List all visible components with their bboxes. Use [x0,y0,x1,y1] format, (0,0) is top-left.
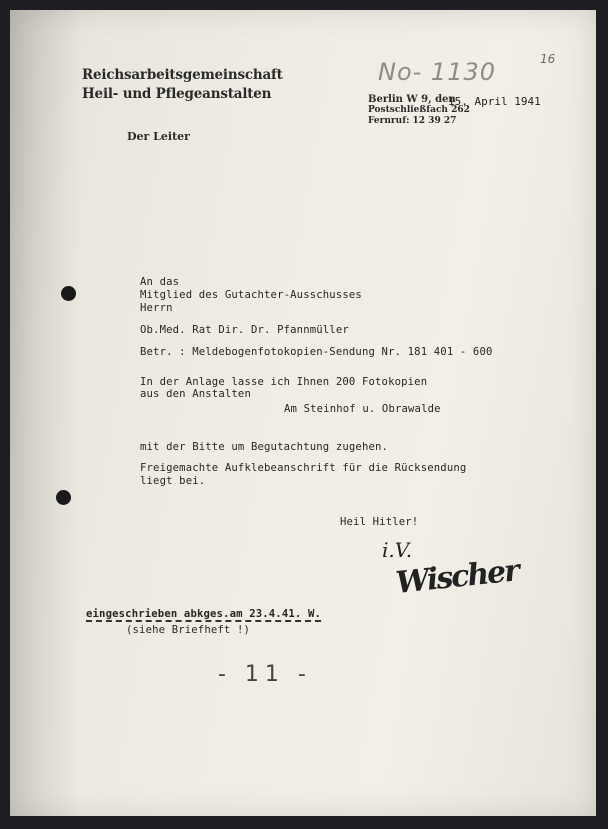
page-number: 16 [540,52,556,66]
organization-line-1: Reichsarbeitsgemeinschaft [82,67,283,83]
registered-mail-note: eingeschrieben abkges.am 23.4.41. W. [86,608,322,620]
organization-line-2: Heil- und Pflegeanstalten [82,86,272,102]
paragraph-3-line-2: liegt bei. [140,475,206,487]
recipient-line-2: Mitglied des Gutachter-Ausschusses [140,289,362,301]
punch-hole-bottom [56,490,71,505]
reference-number: No- 1130 [378,58,497,86]
briefheft-note: (siehe Briefheft !) [126,624,251,636]
paragraph-3-line-1: Freigemachte Aufklebeanschrift für die Rücksendung [140,462,467,474]
closing-greeting: Heil Hitler! [340,516,419,528]
paragraph-1-line-3: Am Steinhof u. Obrawalde [284,403,441,415]
phone: Fernruf: 12 39 27 [368,116,457,126]
paragraph-1-line-1: In der Anlage lasse ich Ihnen 200 Fotokopien [140,376,428,388]
recipient-name: Ob.Med. Rat Dir. Dr. Pfannmüller [140,324,349,336]
organization-name [82,66,283,104]
recipient-line-3: Herrn [140,302,173,314]
iv-mark: i.V. [382,538,413,562]
recipient-line-1: An das [140,276,180,288]
handwritten-mark: - 11 - [218,662,312,687]
leader-title: Der Leiter [127,130,190,143]
document-page [10,10,596,816]
place-date-label: Berlin W 9, den [368,94,456,105]
postbox: Postschließfach 262 [368,105,470,115]
letter-date: 15. April 1941 [448,95,541,108]
paragraph-1-line-2: aus den Anstalten [140,388,251,400]
subject-line: Betr. : Meldebogenfotokopien-Sendung Nr. 181 401 - 600 [140,346,493,358]
punch-hole-top [61,286,76,301]
signature: Wischer [394,553,520,601]
paragraph-2: mit der Bitte um Begutachtung zugehen. [140,441,389,453]
